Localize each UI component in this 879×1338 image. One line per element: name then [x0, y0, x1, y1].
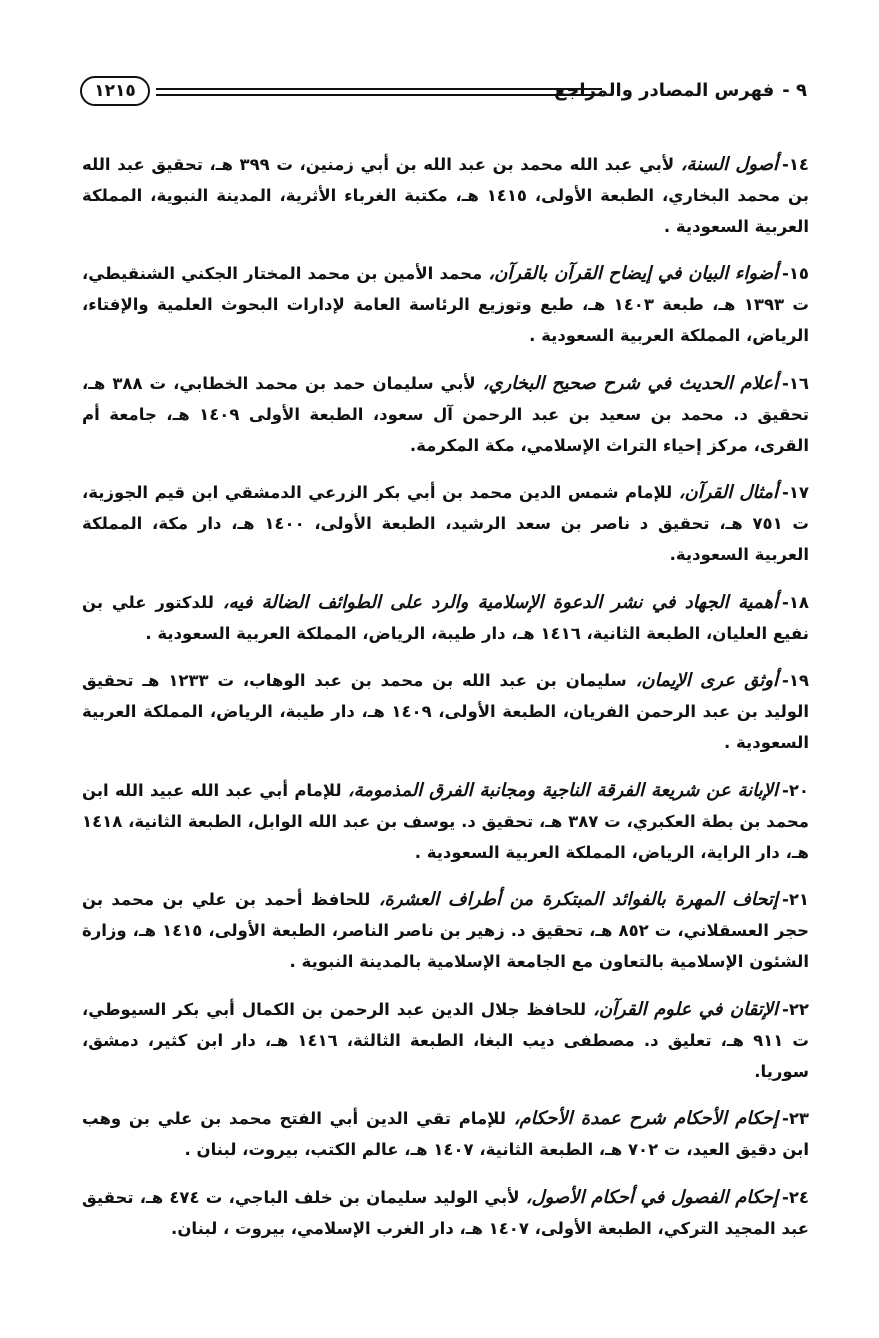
- references-list: [82, 132, 809, 1258]
- entry-text: لأبي عبد الله محمد بن عبد الله بن أبي زمنين، ت ٣٩٩ هـ، تحقيق عبد الله بن محمد البخاري، الطبعة الأولى، ١٤١٥ هـ، مكتبة الغرباء الأثرية، المدينة النبوية، المملكة العربية السعودية .: [82, 154, 809, 236]
- entry-text: لأبي الوليد سليمان بن خلف الباجي، ت ٤٧٤ هـ، تحقيق عبد المجيد التركي، الطبعة الأولى، ١٤٠٧ هـ، دار الغرب الإسلامي، بيروت ، لبنان.: [82, 1187, 809, 1238]
- entry-text: للإمام شمس الدين محمد بن أبي بكر الزرعي الدمشقي ابن قيم الجوزية، ت ٧٥١ هـ، تحقيق د ناصر بن سعد الرشيد، الطبعة الأولى، ١٤٠٠ هـ، دار مكة، المملكة العربية السعودية.: [82, 483, 809, 564]
- reference-entry: [82, 149, 809, 242]
- entry-number: ١٥-: [781, 264, 809, 283]
- entry-number: ٢٤-: [781, 1187, 809, 1207]
- reference-entry: [82, 1182, 809, 1244]
- entry-text: لأبي سليمان حمد بن محمد الخطابي، ت ٣٨٨ هـ، تحقيق د. محمد بن سعيد بن عبد الرحمن آل سعود، الطبعة الأولى ١٤٠٩ هـ، جامعة أم القرى، مركز إحياء التراث الإسلامي، مكة المكرمة.: [82, 373, 810, 455]
- reference-entry: [82, 258, 809, 351]
- entry-title: أمثال القرآن،: [678, 482, 778, 503]
- reference-entry: [82, 665, 809, 758]
- entry-title: الإبانة عن شريعة الفرقة الناجية ومجانبة الفرق المذمومة،: [347, 779, 778, 801]
- section-title: فهرس المصادر والمراجع: [554, 80, 775, 101]
- page-header: [80, 76, 807, 110]
- entry-title: أضواء البيان في إيضاح القرآن بالقرآن،: [488, 263, 778, 284]
- entry-text: للدكتور علي بن نفيع العليان، الطبعة الثانية، ١٤١٦ هـ، دار طيبة، الرياض، المملكة العربية السعودية .: [82, 592, 809, 643]
- entry-number: ٢١-: [781, 890, 809, 909]
- reference-entry: [82, 775, 809, 868]
- section-number: ٩ -: [782, 80, 807, 101]
- entry-title: إحكام الأحكام شرح عمدة الأحكام،: [513, 1108, 778, 1129]
- entry-text: للإمام أبي عبد الله عبيد الله ابن محمد بن بطة العكبري، ت ٣٨٧ هـ، تحقيق د. يوسف بن عبد الله الوابل، الطبعة الثانية، ١٤١٨ هـ، دار الراية، الرياض، المملكة العربية السعودية .: [82, 780, 809, 862]
- entry-number: ١٤-: [781, 154, 809, 174]
- entry-title: إتحاف المهرة بالفوائد المبتكرة من أطراف العشرة،: [378, 889, 778, 910]
- page-number-badge: ١٢١٥: [80, 76, 150, 106]
- reference-entry: [82, 994, 809, 1087]
- entry-title: أصول السنة،: [680, 153, 778, 175]
- reference-entry: [82, 587, 809, 649]
- entry-number: ١٩-: [781, 671, 809, 690]
- entry-number: ٢٢-: [781, 999, 809, 1019]
- entry-title: أوثق عرى الإيمان،: [635, 670, 778, 691]
- header-double-rule: [156, 88, 602, 96]
- entry-number: ١٨-: [781, 592, 809, 612]
- reference-entry: [82, 368, 809, 461]
- entry-number: ١٧-: [781, 483, 809, 502]
- reference-entry: [82, 477, 809, 570]
- entry-number: ٢٠-: [781, 780, 809, 800]
- entry-text: للإمام تقي الدين أبي الفتح محمد بن علي بن وهب ابن دقيق العيد، ت ٧٠٢ هـ، الطبعة الثانية، ١٤٠٧ هـ، عالم الكتب، بيروت، لبنان .: [82, 1109, 809, 1159]
- reference-entry: [82, 884, 809, 977]
- entry-title: أهمية الجهاد في نشر الدعوة الإسلامية والرد على الطوائف الضالة فيه،: [222, 591, 778, 613]
- entry-text: للحافظ أحمد بن علي بن محمد بن حجر العسقلاني، ت ٨٥٢ هـ، تحقيق د. زهير بن ناصر الناصر، الطبعة الأولى، ١٤١٥ هـ، وزارة الشئون الإسلامية بالتعاون مع الجامعة الإسلامية بالمدينة النبوية .: [82, 890, 809, 971]
- reference-entry: [82, 1103, 809, 1165]
- entry-title: الإتقان في علوم القرآن،: [593, 998, 778, 1020]
- entry-title: أعلام الحديث في شرح صحيح البخاري،: [482, 372, 778, 394]
- entry-text: سليمان بن عبد الله بن محمد بن عبد الوهاب، ت ١٢٣٣ هـ تحقيق الوليد بن عبد الرحمن الفريان، الطبعة الأولى، ١٤٠٩ هـ، دار طيبة، الرياض، المملكة العربية السعودية .: [82, 671, 810, 752]
- entry-text: محمد الأمين بن محمد المختار الجكني الشنقيطي، ت ١٣٩٣ هـ، طبعة ١٤٠٣ هـ، طبع وتوزيع الرئاسة العامة لإدارات البحوث العلمية والإفتاء، الرياض، المملكة العربية السعودية .: [82, 264, 809, 345]
- entry-number: ٢٣-: [781, 1109, 809, 1128]
- entry-number: ١٦-: [781, 373, 809, 393]
- entry-title: إحكام الفصول في أحكام الأصول،: [525, 1186, 778, 1208]
- entry-text: للحافظ جلال الدين عبد الرحمن بن الكمال أبي بكر السيوطي، ت ٩١١ هـ، تعليق د. مصطفى ديب البغا، الطبعة الثالثة، ١٤١٦ هـ، دار ابن كثير، دمشق، سوريا.: [82, 999, 810, 1081]
